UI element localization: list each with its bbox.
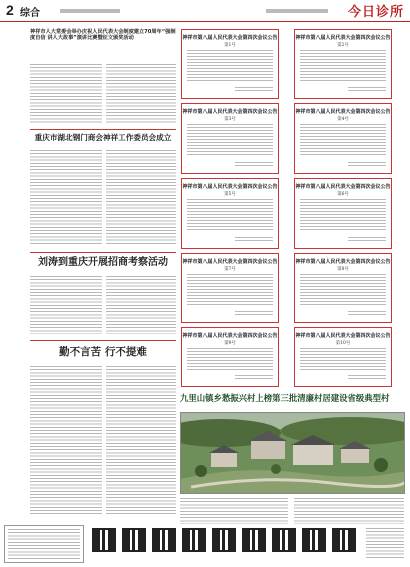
- notice-title: 神祥市第八届人民代表大会第四次会议公告: [295, 333, 391, 339]
- notice-number: 第2号: [337, 43, 349, 48]
- qr-code-5: [212, 528, 236, 552]
- qr-code-2: [122, 528, 146, 552]
- qr-code-6: [242, 528, 266, 552]
- notice-signature: [348, 162, 386, 168]
- notice-signature: [235, 311, 273, 317]
- article-2-body-right: [106, 150, 176, 245]
- notice-title: 神祥市第八届人民代表大会第四次会议公告: [182, 259, 278, 265]
- notice-title: 神祥市第八届人民代表大会第四次会议公告: [182, 109, 278, 115]
- divider: [30, 129, 176, 130]
- notice-title: 神祥市第八届人民代表大会第四次会议公告: [295, 184, 391, 190]
- notice-body: [187, 124, 273, 157]
- notice-card: [181, 29, 279, 99]
- notice-card: [294, 327, 392, 387]
- footer-info-box: [4, 525, 84, 563]
- footer-credits: [366, 528, 404, 558]
- article-3-headline: 刘涛到重庆开展招商考察活动: [38, 257, 168, 268]
- notice-number: 第7号: [224, 267, 236, 272]
- notice-body: [300, 124, 386, 157]
- notice-number: 第9号: [224, 341, 236, 346]
- notice-title: 神祥市第八届人民代表大会第四次会议公告: [182, 184, 278, 190]
- notice-body: [187, 50, 273, 82]
- photo-caption-right: [294, 498, 404, 524]
- masthead-url-line: [266, 9, 328, 13]
- masthead-date-line: [60, 9, 120, 13]
- article-4-headline: 勤不言苦 行不提难: [59, 346, 147, 358]
- divider: [30, 252, 176, 253]
- article-2-headline: 重庆市湖北钢门商会神祥工作委员会成立: [34, 133, 172, 142]
- notice-card: [181, 178, 279, 249]
- qr-code-1: [92, 528, 116, 552]
- notice-signature: [348, 311, 386, 317]
- notice-signature: [235, 375, 273, 381]
- notice-card: [181, 103, 279, 174]
- notice-body: [300, 199, 386, 232]
- notice-card: [181, 253, 279, 323]
- article-4-body-right: [106, 366, 176, 516]
- notice-number: 第3号: [224, 117, 236, 122]
- notice-card: [294, 253, 392, 323]
- notice-number: 第4号: [337, 117, 349, 122]
- village-aerial-photo: [180, 412, 405, 494]
- qr-code-3: [152, 528, 176, 552]
- article-1-body-right: [106, 64, 176, 124]
- notice-body: [187, 348, 273, 370]
- notice-body: [187, 274, 273, 306]
- qr-code-4: [182, 528, 206, 552]
- photo-caption-left: [180, 498, 288, 524]
- notice-card: [294, 29, 392, 99]
- notice-title: 神祥市第八届人民代表大会第四次会议公告: [182, 35, 278, 41]
- village-illustration: [181, 413, 405, 494]
- notice-number: 第6号: [337, 192, 349, 197]
- qr-code-8: [302, 528, 326, 552]
- article-3-body-right: [106, 276, 176, 334]
- notice-signature: [235, 87, 273, 93]
- notice-number: 第10号: [335, 341, 351, 346]
- article-3-body-left: [30, 276, 102, 334]
- notice-card: [181, 327, 279, 387]
- notice-body: [300, 274, 386, 306]
- divider: [30, 340, 176, 341]
- article-1-body-left: [30, 64, 102, 124]
- qr-code-7: [272, 528, 296, 552]
- notice-number: 第8号: [337, 267, 349, 272]
- section-name: 综合: [20, 8, 40, 19]
- notice-number: 第5号: [224, 192, 236, 197]
- notice-card: [294, 178, 392, 249]
- notice-title: 神祥市第八届人民代表大会第四次会议公告: [295, 259, 391, 265]
- notice-signature: [348, 237, 386, 243]
- notice-signature: [235, 237, 273, 243]
- qr-code-9: [332, 528, 356, 552]
- notice-body: [300, 348, 386, 370]
- notice-body: [300, 50, 386, 82]
- notice-signature: [348, 375, 386, 381]
- article-2-body-left: [30, 150, 102, 245]
- notice-signature: [235, 162, 273, 168]
- photo-banner-title: 九里山镇乡愁振兴村上榜第三批清廉村居建设省级典型村: [180, 393, 390, 403]
- notice-signature: [348, 87, 386, 93]
- notice-title: 神祥市第八届人民代表大会第四次会议公告: [295, 35, 391, 41]
- notice-title: 神祥市第八届人民代表大会第四次会议公告: [295, 109, 391, 115]
- notice-card: [294, 103, 392, 174]
- notice-number: 第1号: [224, 43, 236, 48]
- notice-title: 神祥市第八届人民代表大会第四次会议公告: [182, 333, 278, 339]
- newspaper-logo: 今日诊所: [347, 5, 404, 20]
- article-4-body-left: [30, 366, 102, 516]
- article-1-headline: 神祥市人大常委会举办庆祝人民代表大会制度建立70周年“强制度自信 讲人大故事”演讲比赛暨征文颁奖活动: [30, 29, 176, 41]
- masthead: [0, 0, 410, 22]
- page-number: 2: [6, 2, 14, 18]
- notice-body: [187, 199, 273, 232]
